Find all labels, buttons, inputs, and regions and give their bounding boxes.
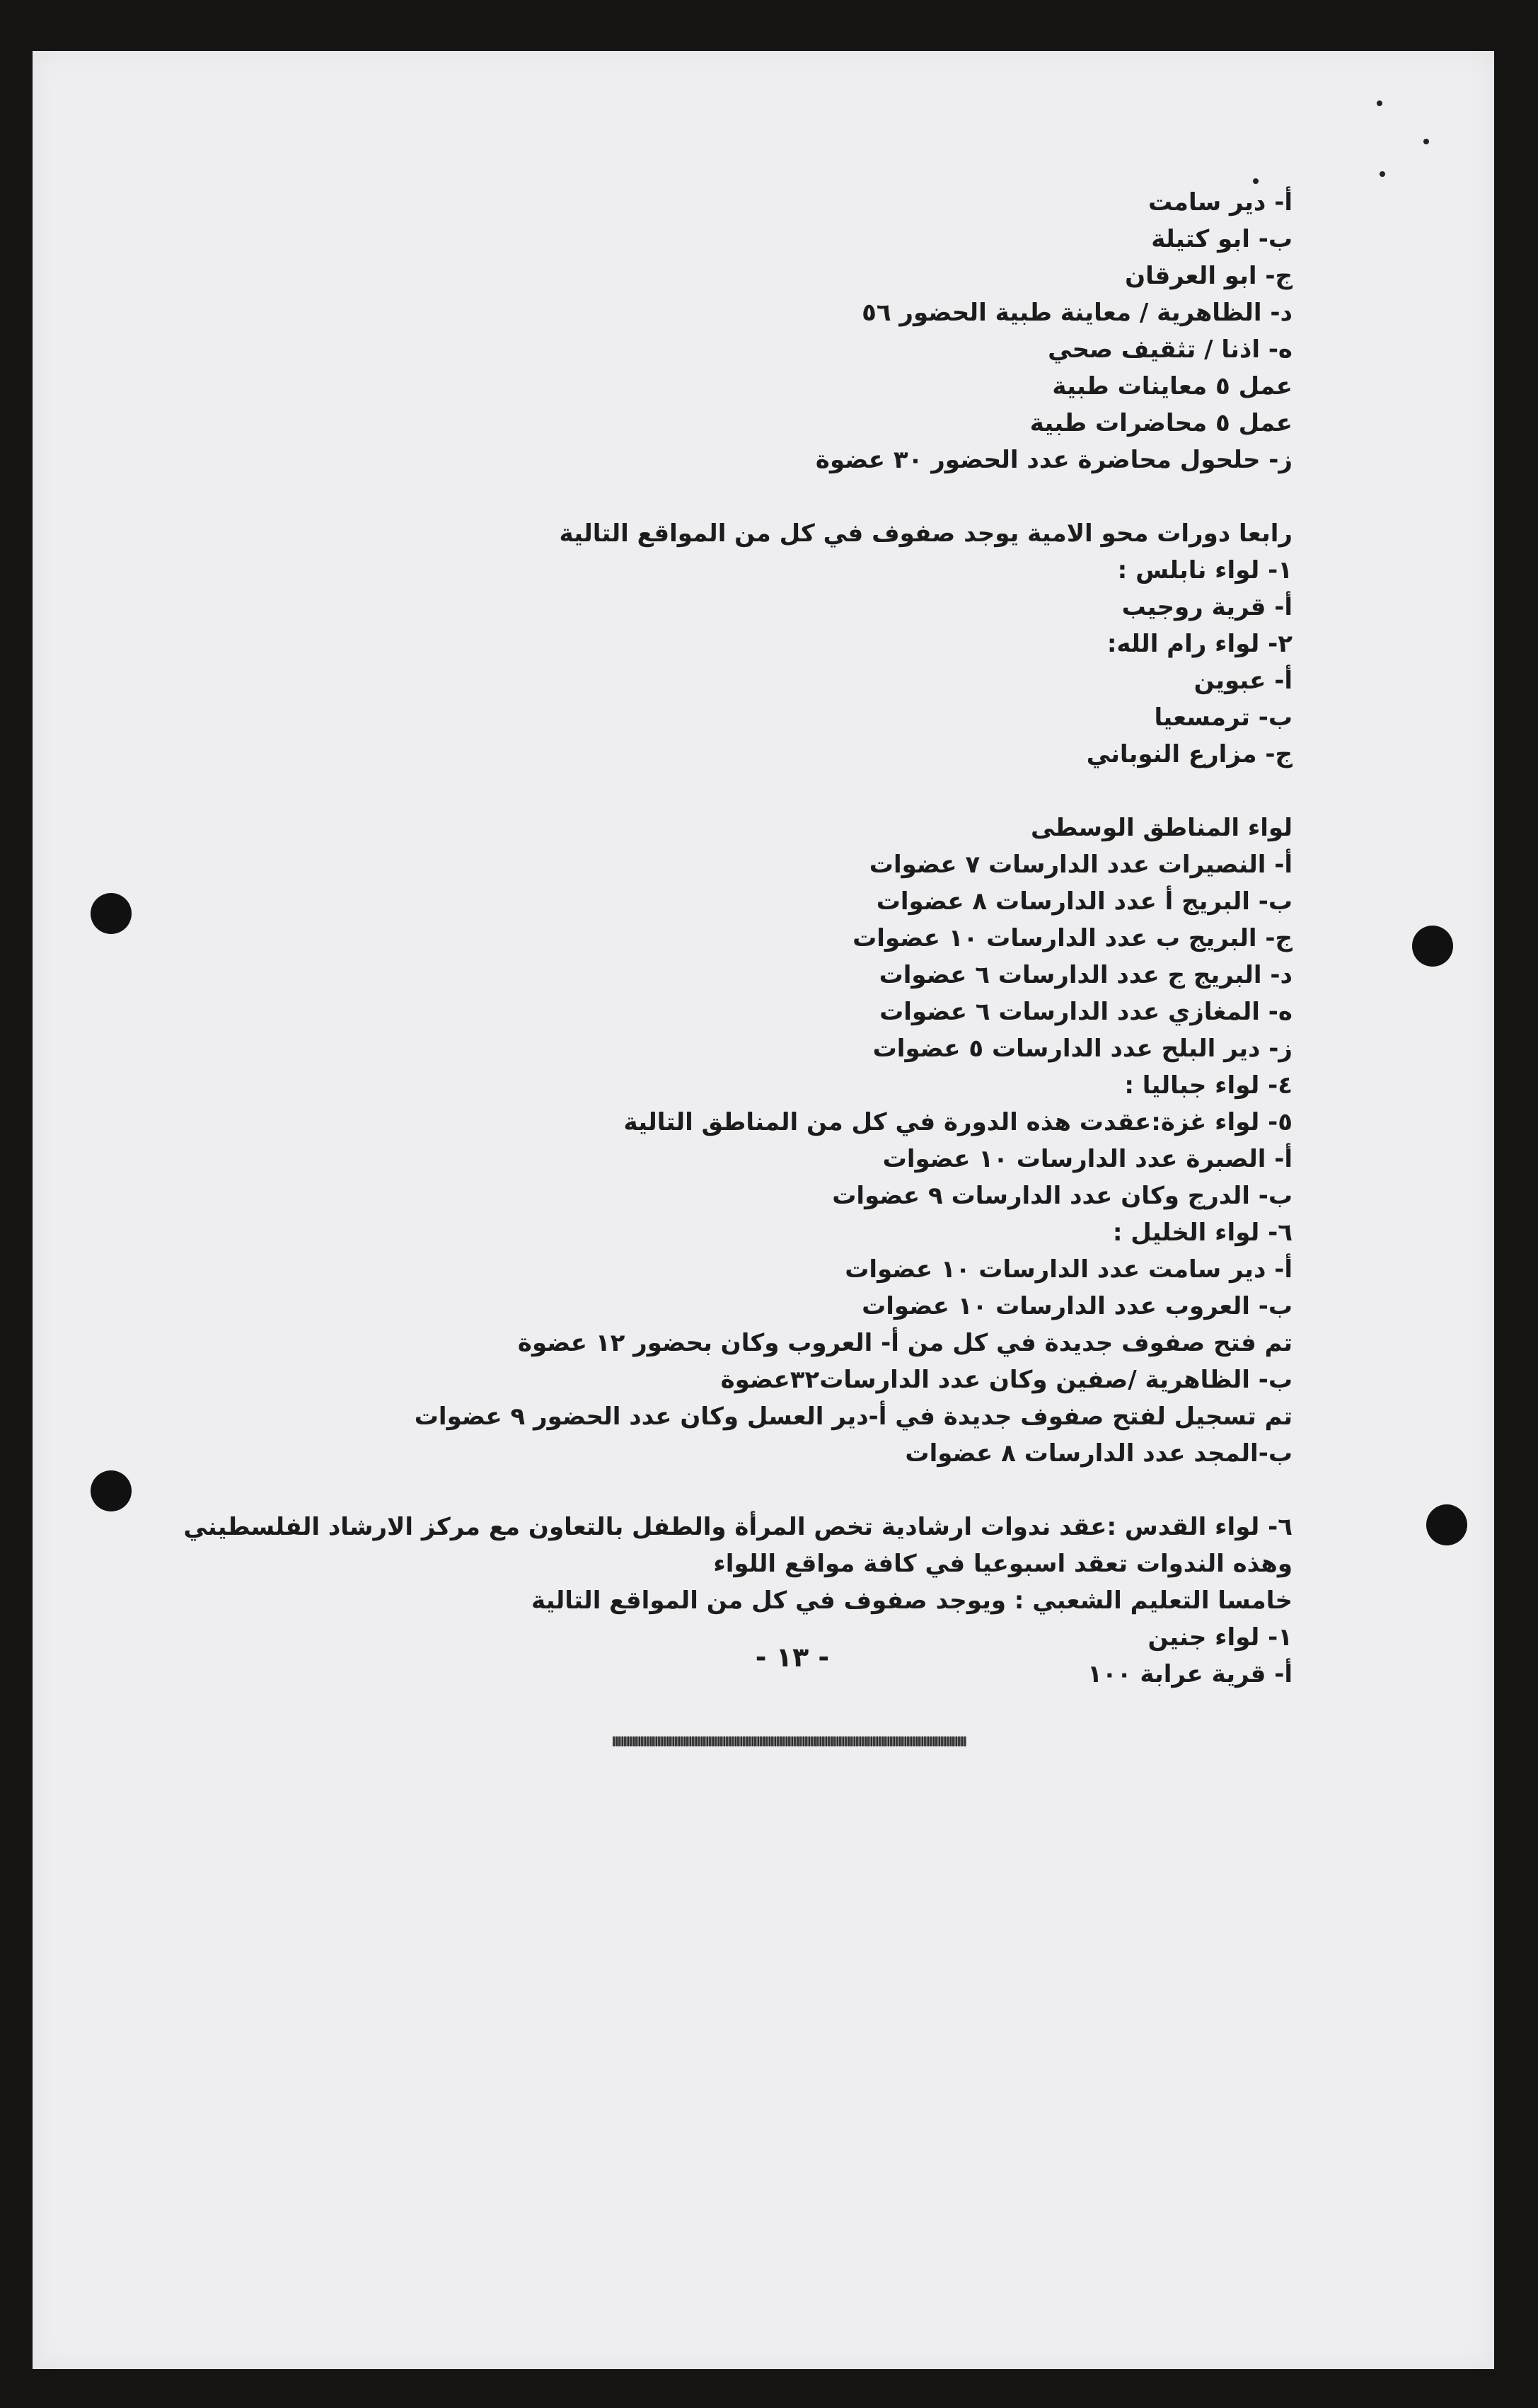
text-line: رابعا دورات محو الامية يوجد صفوف في كل من المواقع التالية <box>559 519 1293 548</box>
text-line: تم تسجيل لفتح صفوف جديدة في أ-دير العسل وكان عدد الحضور ٩ عضوات <box>414 1402 1293 1431</box>
text-line: أ- دير سامت عدد الدارسات ١٠ عضوات <box>845 1255 1293 1284</box>
text-line: ٦- لواء القدس :عقد ندوات ارشادية تخص المرأة والطفل بالتعاون مع مركز الارشاد الفلسطيني <box>183 1513 1293 1541</box>
text-line: د- الظاهرية / معاينة طبية الحضور ٥٦ <box>862 299 1293 327</box>
text-line: أ- الصبرة عدد الدارسات ١٠ عضوات <box>882 1145 1293 1173</box>
text-line: ز- حلحول محاضرة عدد الحضور ٣٠ عضوة <box>815 446 1293 474</box>
text-line: ز- دير البلح عدد الدارسات ٥ عضوات <box>872 1035 1293 1063</box>
punch-hole <box>1426 1504 1467 1545</box>
text-line: ٦- لواء الخليل : <box>1112 1219 1293 1247</box>
punch-hole <box>91 893 132 934</box>
text-line: عمل ٥ محاضرات طبية <box>1029 409 1293 437</box>
text-line: ب- البريج أ عدد الدارسات ٨ عضوات <box>876 887 1293 916</box>
text-line: ب- ترمسعيا <box>1154 703 1293 732</box>
text-line: ه- المغازي عدد الدارسات ٦ عضوات <box>879 998 1293 1026</box>
punch-hole <box>1412 926 1453 967</box>
text-line: عمل ٥ معاينات طبية <box>1052 372 1293 401</box>
text-line: خامسا التعليم الشعبي : ويوجد صفوف في كل من المواقع التالية <box>531 1586 1293 1615</box>
text-line: أ- قرية روجيب <box>1121 593 1293 621</box>
text-line: ج- البريج ب عدد الدارسات ١٠ عضوات <box>852 924 1293 952</box>
speck <box>1253 178 1259 184</box>
text-line: ب- ابو كتيلة <box>1151 225 1293 253</box>
text-line: ب-المجد عدد الدارسات ٨ عضوات <box>905 1439 1293 1468</box>
blank-line <box>212 478 1293 515</box>
text-line: ١- لواء نابلس : <box>1117 556 1293 584</box>
text-line: ب- العروب عدد الدارسات ١٠ عضوات <box>862 1292 1293 1320</box>
text-line: ه- اذنا / تثقيف صحي <box>1048 335 1293 364</box>
scan-artifact-bar <box>613 1736 966 1746</box>
text-line: ٥- لواء غزة:عقدت هذه الدورة في كل من المناطق التالية <box>623 1108 1293 1136</box>
text-line: ج- ابو العرقان <box>1125 262 1293 290</box>
speck <box>1377 100 1382 106</box>
text-line: تم فتح صفوف جديدة في كل من أ- العروب وكان بحضور ١٢ عضوة <box>517 1329 1293 1357</box>
speck <box>1423 139 1429 144</box>
text-line: ٤- لواء جباليا : <box>1124 1071 1293 1100</box>
speck <box>1380 171 1385 177</box>
text-line: ١- لواء جنين <box>1147 1623 1293 1652</box>
text-line: أ- دير سامت <box>1147 188 1293 217</box>
text-line: أ- قرية عرابة ١٠٠ <box>1087 1660 1293 1688</box>
blank-line <box>212 773 1293 810</box>
text-line: لواء المناطق الوسطى <box>1030 814 1293 842</box>
text-line: أ- عبوين <box>1193 667 1293 695</box>
punch-hole <box>91 1470 132 1511</box>
blank-line <box>212 1472 1293 1509</box>
text-line: ب- الظاهرية /صفين وكان عدد الدارسات٣٢عضوة <box>720 1366 1293 1394</box>
text-line: أ- النصيرات عدد الدارسات ٧ عضوات <box>869 851 1293 879</box>
text-line: ب- الدرج وكان عدد الدارسات ٩ عضوات <box>832 1182 1293 1210</box>
document-body-text <box>183 184 1293 1693</box>
text-line: د- البريج ج عدد الدارسات ٦ عضوات <box>879 961 1293 989</box>
text-line: ج- مزارع النوباني <box>1086 740 1293 768</box>
text-line: وهذه الندوات تعقد اسبوعيا في كافة مواقع اللواء <box>713 1550 1293 1578</box>
page-number: - ١٣ - <box>755 1642 830 1673</box>
text-line: ٢- لواء رام الله: <box>1106 630 1293 658</box>
